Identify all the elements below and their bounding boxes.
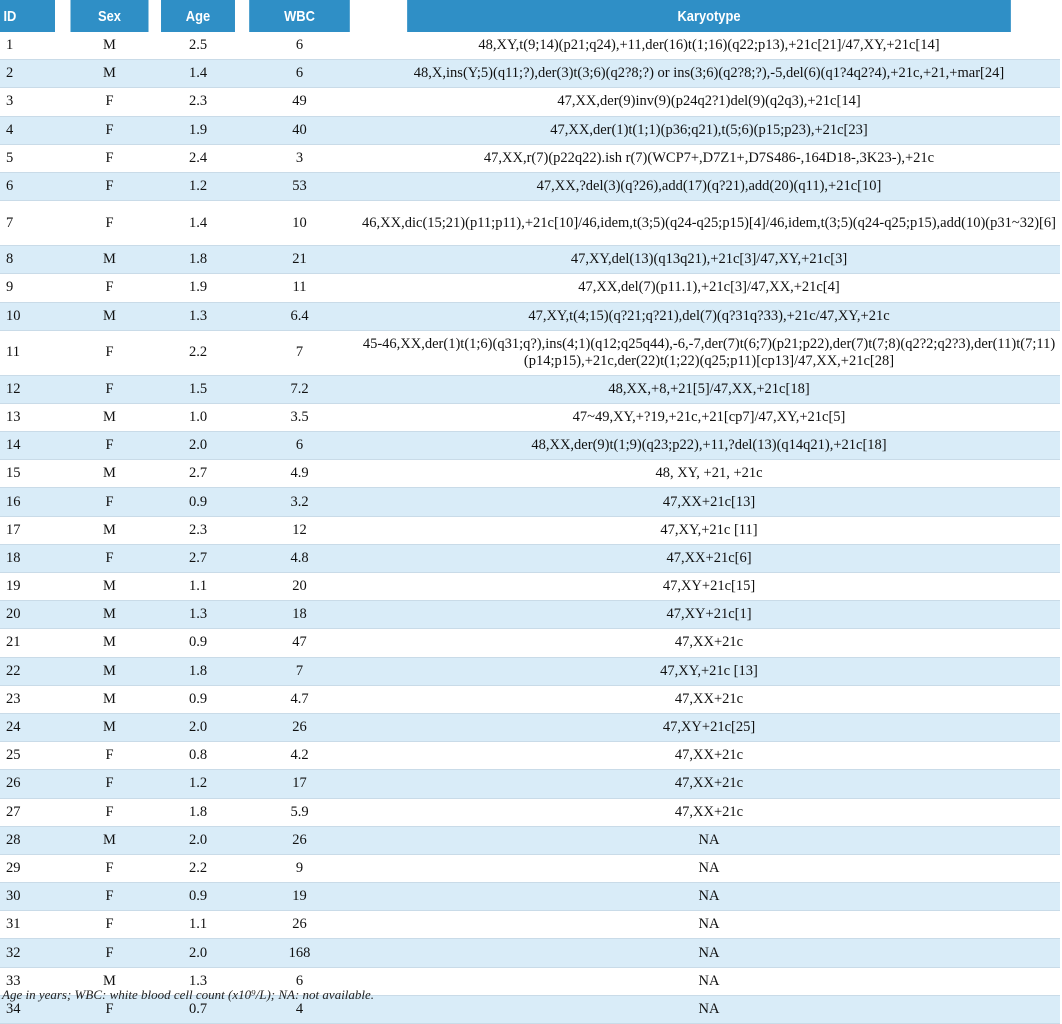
cell-karyotype: 46,XX,dic(15;21)(p11;p11),+21c[10]/46,idem,t(3;5)(q24-q25;p15)[4]/46,idem,t(3;5)(q24-q25;p15),add(10)(p31~32)[6] (358, 201, 1060, 246)
cell-wbc: 49 (241, 88, 358, 116)
cell-wbc: 6 (241, 32, 358, 60)
table-row (0, 116, 1060, 144)
cell-karyotype: 47,XX+21c (358, 770, 1060, 798)
cell-age: 1.2 (155, 770, 241, 798)
cell-karyotype: 47,XY,del(13)(q13q21),+21c[3]/47,XY,+21c[3] (358, 246, 1060, 274)
cell-age: 1.3 (155, 601, 241, 629)
cell-wbc: 6 (241, 967, 358, 995)
cell-age: 1.1 (155, 573, 241, 601)
cell-sex: F (64, 88, 155, 116)
cell-sex: M (64, 32, 155, 60)
cell-karyotype: 47,XX+21c (358, 685, 1060, 713)
header-karyotype: Karyotype (407, 0, 1011, 32)
cell-sex: M (64, 601, 155, 629)
table-row (0, 657, 1060, 685)
cell-karyotype: 47,XY+21c[1] (358, 601, 1060, 629)
cell-sex: F (64, 854, 155, 882)
cell-karyotype: NA (358, 854, 1060, 882)
table-row (0, 854, 1060, 882)
cell-age: 1.8 (155, 246, 241, 274)
table-row (0, 302, 1060, 330)
cell-wbc: 6 (241, 60, 358, 88)
cell-age: 2.0 (155, 826, 241, 854)
cell-sex: M (64, 460, 155, 488)
cell-id: 31 (0, 911, 64, 939)
cell-id: 32 (0, 939, 64, 967)
cell-id: 25 (0, 742, 64, 770)
table-row (0, 713, 1060, 741)
cell-age: 2.2 (155, 330, 241, 375)
table-row (0, 32, 1060, 60)
cell-id: 22 (0, 657, 64, 685)
cell-sex: M (64, 685, 155, 713)
cell-karyotype: 47,XX+21c (358, 742, 1060, 770)
cell-karyotype: NA (358, 826, 1060, 854)
cell-wbc: 6.4 (241, 302, 358, 330)
cell-wbc: 5.9 (241, 798, 358, 826)
table-footnote: Age in years; WBC: white blood cell count (x10⁹/L); NA: not available. (2, 987, 375, 1002)
table-header (0, 0, 1060, 32)
cell-id: 28 (0, 826, 64, 854)
cell-sex: M (64, 516, 155, 544)
cell-id: 20 (0, 601, 64, 629)
cell-age: 2.0 (155, 713, 241, 741)
cell-wbc: 20 (241, 573, 358, 601)
cell-karyotype: 47,XX,der(1)t(1;1)(p36;q21),t(5;6)(p15;p23),+21c[23] (358, 116, 1060, 144)
cell-sex: M (64, 573, 155, 601)
cell-karyotype: 47,XY+21c[15] (358, 573, 1060, 601)
cell-id: 8 (0, 246, 64, 274)
cell-sex: F (64, 770, 155, 798)
cell-age: 1.9 (155, 274, 241, 302)
table-row (0, 246, 1060, 274)
cell-karyotype: 47,XX+21c[6] (358, 544, 1060, 572)
cell-age: 0.8 (155, 742, 241, 770)
table-row (0, 60, 1060, 88)
cell-id: 6 (0, 172, 64, 200)
cell-age: 2.0 (155, 939, 241, 967)
cell-age: 1.3 (155, 967, 241, 995)
cell-sex: F (64, 172, 155, 200)
cell-sex: F (64, 939, 155, 967)
cell-wbc: 7.2 (241, 375, 358, 403)
cell-age: 2.7 (155, 460, 241, 488)
cell-id: 16 (0, 488, 64, 516)
cell-age: 0.7 (155, 995, 241, 1023)
cell-age: 1.2 (155, 172, 241, 200)
cell-karyotype: 48, XY, +21, +21c (358, 460, 1060, 488)
cell-id: 10 (0, 302, 64, 330)
cell-age: 2.7 (155, 544, 241, 572)
table-row (0, 516, 1060, 544)
cell-karyotype: NA (358, 883, 1060, 911)
header-row (0, 0, 1060, 32)
cell-id: 30 (0, 883, 64, 911)
cell-id: 15 (0, 460, 64, 488)
cell-wbc: 3.5 (241, 403, 358, 431)
cell-wbc: 40 (241, 116, 358, 144)
table-row (0, 544, 1060, 572)
cell-wbc: 7 (241, 330, 358, 375)
cell-sex: F (64, 995, 155, 1023)
cell-age: 2.0 (155, 432, 241, 460)
cell-sex: F (64, 144, 155, 172)
cell-wbc: 47 (241, 629, 358, 657)
cell-id: 5 (0, 144, 64, 172)
table-row (0, 685, 1060, 713)
cell-wbc: 4.8 (241, 544, 358, 572)
table-row (0, 144, 1060, 172)
cell-id: 3 (0, 88, 64, 116)
cell-id: 24 (0, 713, 64, 741)
cell-karyotype: 47,XX,?del(3)(q?26),add(17)(q?21),add(20)(q11),+21c[10] (358, 172, 1060, 200)
cell-age: 2.2 (155, 854, 241, 882)
cell-sex: M (64, 657, 155, 685)
table-row (0, 403, 1060, 431)
cell-wbc: 3.2 (241, 488, 358, 516)
cell-id: 9 (0, 274, 64, 302)
cell-wbc: 9 (241, 854, 358, 882)
cell-age: 2.3 (155, 516, 241, 544)
cell-age: 1.3 (155, 302, 241, 330)
table-row (0, 432, 1060, 460)
table-row (0, 629, 1060, 657)
cell-sex: M (64, 629, 155, 657)
cell-wbc: 18 (241, 601, 358, 629)
cell-karyotype: 48,XX,der(9)t(1;9)(q23;p22),+11,?del(13)(q14q21),+21c[18] (358, 432, 1060, 460)
table-body (0, 32, 1060, 1024)
cell-sex: M (64, 403, 155, 431)
cell-id: 1 (0, 32, 64, 60)
cell-karyotype: NA (358, 911, 1060, 939)
cell-age: 2.3 (155, 88, 241, 116)
table-row (0, 375, 1060, 403)
cell-sex: M (64, 246, 155, 274)
cell-id: 17 (0, 516, 64, 544)
cell-sex: F (64, 488, 155, 516)
cell-karyotype: 47,XX+21c (358, 798, 1060, 826)
cell-karyotype: 48,XX,+8,+21[5]/47,XX,+21c[18] (358, 375, 1060, 403)
cell-wbc: 19 (241, 883, 358, 911)
cell-sex: F (64, 201, 155, 246)
cell-sex: M (64, 302, 155, 330)
cell-sex: F (64, 116, 155, 144)
cell-age: 1.4 (155, 60, 241, 88)
cell-id: 18 (0, 544, 64, 572)
cell-age: 1.0 (155, 403, 241, 431)
cell-age: 0.9 (155, 685, 241, 713)
cell-id: 4 (0, 116, 64, 144)
table-row (0, 201, 1060, 246)
cell-sex: M (64, 826, 155, 854)
cell-karyotype: 47~49,XY,+?19,+21c,+21[cp7]/47,XY,+21c[5] (358, 403, 1060, 431)
table-row (0, 826, 1060, 854)
cell-id: 14 (0, 432, 64, 460)
header-age: Age (161, 0, 235, 32)
cell-karyotype: 48,XY,t(9;14)(p21;q24),+11,der(16)t(1;16)(q22;p13),+21c[21]/47,XY,+21c[14] (358, 32, 1060, 60)
cell-karyotype: 47,XX,der(9)inv(9)(p24q2?1)del(9)(q2q3),+21c[14] (358, 88, 1060, 116)
cell-wbc: 53 (241, 172, 358, 200)
table-row (0, 742, 1060, 770)
cell-age: 1.1 (155, 911, 241, 939)
cell-wbc: 7 (241, 657, 358, 685)
cell-id: 11 (0, 330, 64, 375)
cell-karyotype: 47,XX,del(7)(p11.1),+21c[3]/47,XX,+21c[4] (358, 274, 1060, 302)
cell-age: 1.8 (155, 657, 241, 685)
cell-sex: F (64, 911, 155, 939)
cell-sex: F (64, 432, 155, 460)
cell-age: 1.8 (155, 798, 241, 826)
header-id: ID (0, 0, 55, 32)
cell-karyotype: NA (358, 939, 1060, 967)
cell-wbc: 11 (241, 274, 358, 302)
cell-karyotype: 45-46,XX,der(1)t(1;6)(q31;q?),ins(4;1)(q12;q25q44),-6,-7,der(7)t(6;7)(p21;p22),der(7)t(7;8)(q2?2;q2?3),der(11)t(7;11)(p14;p15),+21c,der(22)t(1;22)(q25;p11)[cp13]/47,XX,+21c[28] (358, 330, 1060, 375)
table-row (0, 939, 1060, 967)
cell-wbc: 6 (241, 432, 358, 460)
cell-karyotype: 47,XX+21c[13] (358, 488, 1060, 516)
cell-wbc: 4 (241, 995, 358, 1023)
cell-sex: M (64, 713, 155, 741)
cell-age: 0.9 (155, 629, 241, 657)
cell-wbc: 4.2 (241, 742, 358, 770)
table-row (0, 488, 1060, 516)
cell-age: 0.9 (155, 883, 241, 911)
table-row (0, 88, 1060, 116)
cell-id: 33 (0, 967, 64, 995)
cell-sex: F (64, 798, 155, 826)
cell-karyotype: 47,XY+21c[25] (358, 713, 1060, 741)
cell-sex: M (64, 60, 155, 88)
cell-age: 0.9 (155, 488, 241, 516)
cell-age: 2.5 (155, 32, 241, 60)
cell-id: 2 (0, 60, 64, 88)
cell-wbc: 168 (241, 939, 358, 967)
table-row (0, 770, 1060, 798)
header-sex: Sex (70, 0, 148, 32)
table-row (0, 460, 1060, 488)
cell-wbc: 12 (241, 516, 358, 544)
cell-wbc: 26 (241, 826, 358, 854)
cell-karyotype: 47,XX+21c (358, 629, 1060, 657)
cell-age: 2.4 (155, 144, 241, 172)
cell-id: 12 (0, 375, 64, 403)
table-row (0, 573, 1060, 601)
cell-sex: F (64, 274, 155, 302)
cell-sex: F (64, 742, 155, 770)
cell-sex: F (64, 330, 155, 375)
cell-wbc: 26 (241, 911, 358, 939)
cell-id: 13 (0, 403, 64, 431)
table-row (0, 330, 1060, 375)
cell-sex: F (64, 883, 155, 911)
cell-karyotype: 47,XY,t(4;15)(q?21;q?21),del(7)(q?31q?33),+21c/47,XY,+21c (358, 302, 1060, 330)
cell-sex: M (64, 967, 155, 995)
table-row (0, 172, 1060, 200)
cell-sex: F (64, 544, 155, 572)
table-row (0, 883, 1060, 911)
cell-id: 23 (0, 685, 64, 713)
table-row (0, 798, 1060, 826)
cell-id: 34 (0, 995, 64, 1023)
table-row (0, 601, 1060, 629)
cell-wbc: 26 (241, 713, 358, 741)
cell-age: 1.5 (155, 375, 241, 403)
cell-sex: F (64, 375, 155, 403)
cell-wbc: 21 (241, 246, 358, 274)
cell-karyotype: 47,XY,+21c [13] (358, 657, 1060, 685)
cell-age: 1.4 (155, 201, 241, 246)
cell-id: 7 (0, 201, 64, 246)
cell-id: 27 (0, 798, 64, 826)
cell-id: 21 (0, 629, 64, 657)
cell-id: 29 (0, 854, 64, 882)
cell-id: 26 (0, 770, 64, 798)
cell-karyotype: 47,XX,r(7)(p22q22).ish r(7)(WCP7+,D7Z1+,D7S486-,164D18-,3K23-),+21c (358, 144, 1060, 172)
cell-karyotype: NA (358, 995, 1060, 1023)
cell-karyotype: 48,X,ins(Y;5)(q11;?),der(3)t(3;6)(q2?8;?) or ins(3;6)(q2?8;?),-5,del(6)(q1?4q2?4),+21c,+21,+mar[24] (358, 60, 1060, 88)
cell-wbc: 10 (241, 201, 358, 246)
cell-karyotype: 47,XY,+21c [11] (358, 516, 1060, 544)
cell-id: 19 (0, 573, 64, 601)
cell-wbc: 4.7 (241, 685, 358, 713)
cell-wbc: 17 (241, 770, 358, 798)
cell-age: 1.9 (155, 116, 241, 144)
cell-wbc: 4.9 (241, 460, 358, 488)
cell-karyotype: NA (358, 967, 1060, 995)
header-wbc: WBC (249, 0, 350, 32)
cell-wbc: 3 (241, 144, 358, 172)
table-row (0, 911, 1060, 939)
table-row (0, 274, 1060, 302)
